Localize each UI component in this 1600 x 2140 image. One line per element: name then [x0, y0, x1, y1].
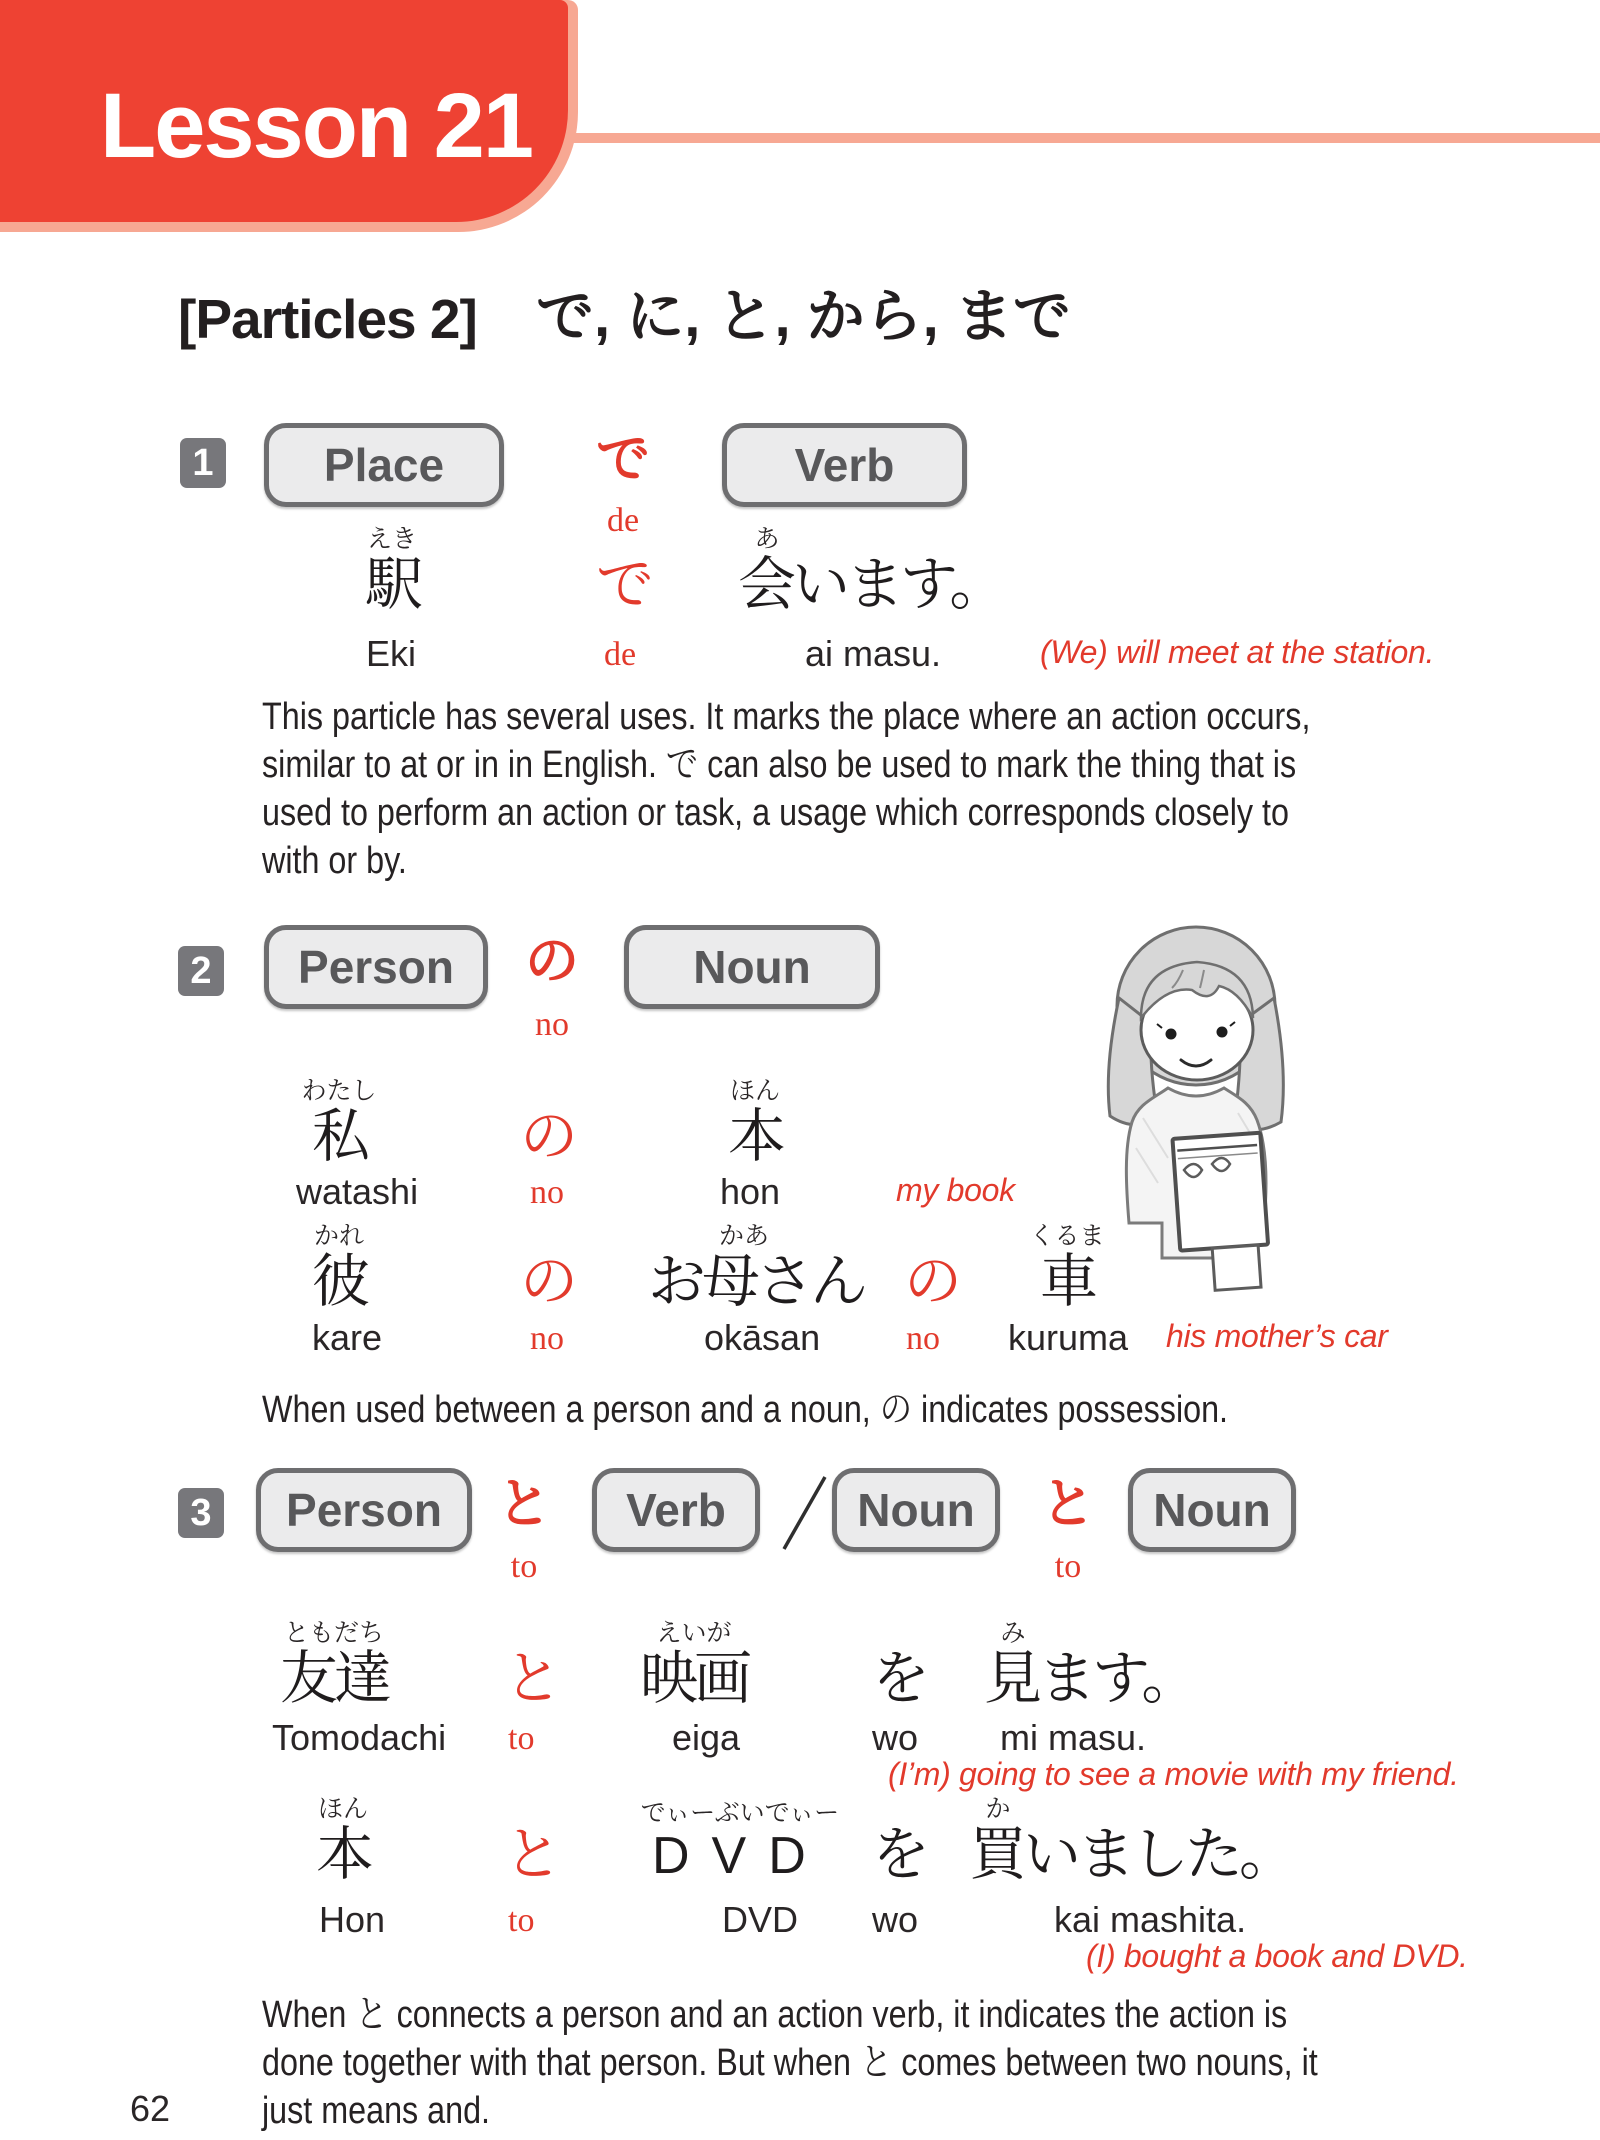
- jp-word-aimasu: あ 会います。: [738, 526, 1004, 617]
- explanation-2-line: When used between a person and a noun, の indicates possession.: [262, 1389, 1229, 1431]
- jp-word-dvd: でぃーぶいでぃー DVD: [640, 1800, 840, 1885]
- section-2-badge: 2: [178, 946, 224, 996]
- section-1-badge: 1: [180, 438, 226, 488]
- explanation-3-line: When と connects a person and an action verb, it indicates the action is: [262, 1994, 1288, 2036]
- jp-particle-no: の: [904, 1249, 959, 1314]
- jp-word-eki: えき 駅: [365, 526, 420, 617]
- pattern-box-place: Place: [264, 423, 504, 507]
- pattern-box-person: Person: [264, 925, 488, 1009]
- romaji-kuruma: kuruma: [1008, 1317, 1129, 1358]
- slash-separator: [778, 1474, 830, 1557]
- explanation-1-line: with or by.: [262, 840, 407, 882]
- jp-word-hon: ほん 本: [728, 1078, 783, 1169]
- romaji-kaimashita: kai mashita.: [1054, 1899, 1247, 1940]
- furigana-eiga: えいが: [656, 1620, 732, 1647]
- jp-particle-no: の: [520, 1104, 575, 1169]
- page-number: 62: [130, 2088, 171, 2129]
- pattern-box-verb: Verb: [592, 1468, 760, 1552]
- jp-word-mimasu: み 見ます。: [984, 1620, 1196, 1711]
- pattern-particle-to: と: [1041, 1474, 1095, 1534]
- furigana-mi: み: [1000, 1620, 1026, 1647]
- explanation-1-line: This particle has several uses. It marks the place where an action occurs,: [262, 696, 1311, 738]
- pattern-particle-de-romaji: de: [606, 502, 640, 539]
- jp-particle-wo: を: [872, 1822, 927, 1887]
- romaji-no: no: [906, 1320, 940, 1357]
- furigana-a: あ: [754, 526, 780, 553]
- pattern-particle-no-romaji: no: [535, 1006, 569, 1043]
- jp-word-kaimashita: か 買いました。: [969, 1796, 1294, 1887]
- explanation-3-line: done together with that person. But when と comes between two nouns, it: [262, 2042, 1318, 2084]
- romaji-eki: Eki: [366, 633, 417, 674]
- pattern-particle-de: で: [596, 429, 650, 489]
- explanation-1-line: used to perform an action or task, a usage which corresponds closely to: [262, 792, 1289, 834]
- explanation-1-line: similar to at or in in English. で can also be used to mark the thing that is: [262, 744, 1297, 786]
- jp-particle-wo: を: [872, 1646, 927, 1711]
- furigana-kaa: かあ: [718, 1223, 770, 1250]
- romaji-no: no: [530, 1320, 564, 1357]
- romaji-wo: wo: [872, 1899, 919, 1940]
- explanation-2: [262, 1386, 1399, 1434]
- lesson-banner: [0, 0, 578, 232]
- page-title-english: [Particles 2]: [178, 288, 477, 350]
- translation-station: (We) will meet at the station.: [1040, 634, 1435, 670]
- romaji-aimasu: ai masu.: [805, 633, 942, 674]
- romaji-to: to: [508, 1720, 535, 1757]
- jp-word-okasan: かあ お母さん: [648, 1223, 865, 1314]
- furigana-tomodachi: ともだち: [283, 1620, 385, 1647]
- furigana-hon: ほん: [317, 1796, 369, 1823]
- pattern-particle-to: と: [497, 1474, 551, 1534]
- translation-mothers-car: his mother’s car: [1166, 1318, 1388, 1354]
- explanation-3: [262, 1991, 1504, 2135]
- jp-word-kuruma: くるま 車: [1029, 1223, 1105, 1314]
- romaji-eiga: eiga: [672, 1717, 741, 1758]
- jp-particle-to: と: [504, 1822, 559, 1887]
- jp-particle-to: と: [504, 1646, 559, 1711]
- romaji-kare: kare: [312, 1317, 383, 1358]
- romaji-to: to: [508, 1902, 535, 1939]
- romaji-hon: hon: [720, 1171, 781, 1212]
- furigana-dvd: でぃーぶいでぃー: [640, 1800, 840, 1827]
- jp-word-hon: ほん 本: [316, 1796, 371, 1887]
- furigana-kare: かれ: [313, 1223, 365, 1250]
- page-title-japanese: で, に, と, から, まで: [536, 284, 1071, 349]
- jp-word-kare: かれ 彼: [312, 1223, 367, 1314]
- pattern-particle-to-romaji: to: [510, 1548, 538, 1585]
- explanation-1: [262, 693, 1495, 885]
- romaji-hon: Hon: [319, 1899, 386, 1940]
- section-3-badge: 3: [178, 1488, 224, 1538]
- jp-particle-no: の: [520, 1249, 575, 1314]
- jp-word-eiga: えいが 映画: [640, 1620, 749, 1711]
- translation-my-book: my book: [896, 1172, 1015, 1208]
- pattern-box-noun: Noun: [1128, 1468, 1296, 1552]
- romaji-de: de: [604, 636, 637, 673]
- pattern-box-verb: Verb: [722, 423, 967, 507]
- furigana-kuruma: くるま: [1029, 1223, 1105, 1250]
- romaji-watashi: watashi: [296, 1171, 419, 1212]
- romaji-no: no: [530, 1174, 564, 1211]
- pattern-box-noun: Noun: [624, 925, 880, 1009]
- romaji-tomodachi: Tomodachi: [272, 1717, 447, 1758]
- explanation-3-line: just means and.: [262, 2090, 491, 2132]
- pattern-box-person: Person: [256, 1468, 472, 1552]
- furigana-hon: ほん: [729, 1078, 781, 1105]
- romaji-mimasu: mi masu.: [1000, 1717, 1147, 1758]
- jp-word-watashi: わたし 私: [301, 1078, 377, 1169]
- furigana-watashi: わたし: [301, 1078, 377, 1105]
- header-rule: [545, 133, 1600, 143]
- romaji-dvd: DVD: [722, 1899, 799, 1940]
- lesson-number-title: Lesson 21: [100, 75, 532, 177]
- pattern-particle-no: の: [525, 931, 579, 991]
- furigana-eki: えき: [366, 526, 418, 553]
- romaji-okasan: okāsan: [704, 1317, 821, 1358]
- girl-illustration: [1088, 918, 1308, 1308]
- jp-particle-de: で: [596, 552, 651, 617]
- jp-word-tomodachi: ともだち 友達: [280, 1620, 389, 1711]
- furigana-ka: か: [985, 1796, 1011, 1823]
- translation-movie-friend: (I’m) going to see a movie with my friend.: [888, 1756, 1459, 1792]
- pattern-particle-to-romaji: to: [1054, 1548, 1082, 1585]
- romaji-wo: wo: [872, 1717, 919, 1758]
- pattern-box-noun: Noun: [832, 1468, 1000, 1552]
- translation-book-dvd: (I) bought a book and DVD.: [1086, 1938, 1468, 1974]
